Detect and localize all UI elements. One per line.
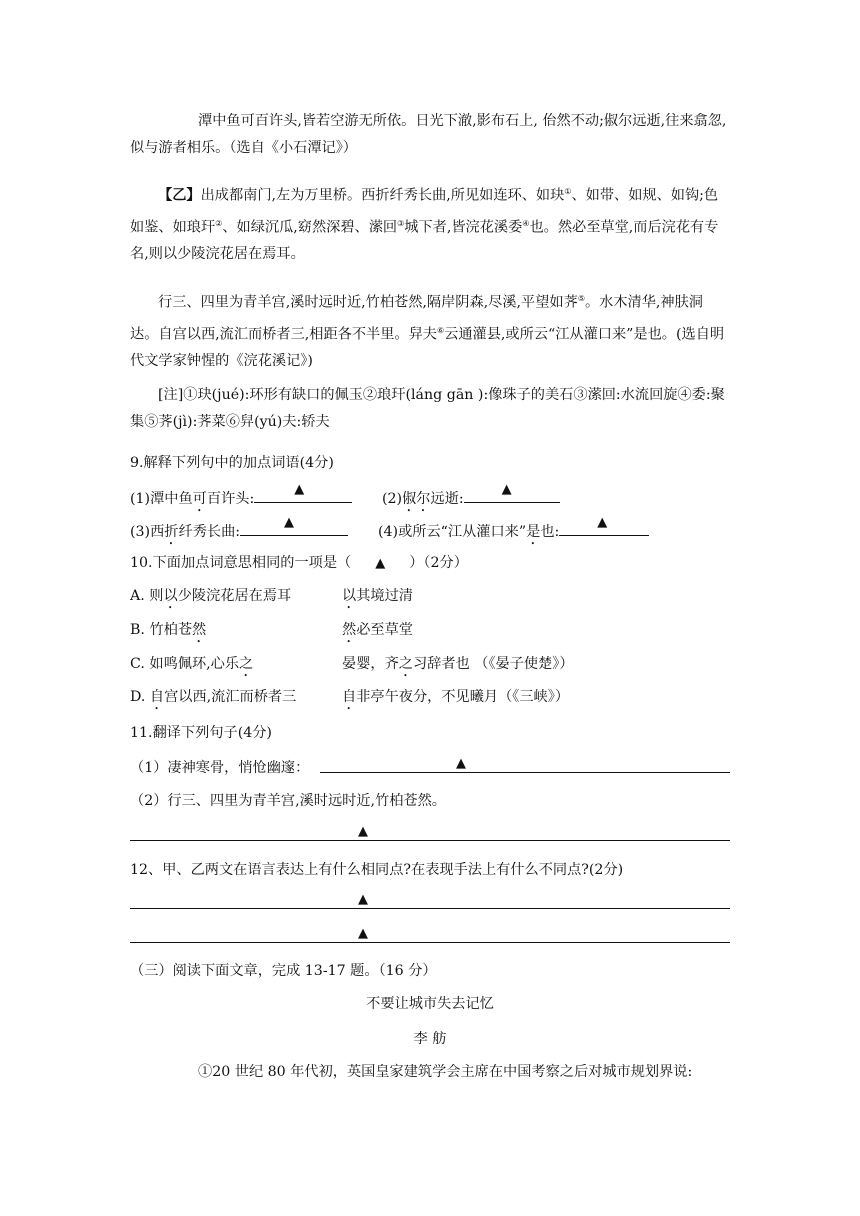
question-9-item-3: (3)西折纤秀长曲: ▲ — [130, 517, 348, 548]
question-9-item-1: (1)潭中鱼可百许头: ▲ — [130, 484, 352, 515]
question-9-title: 9.解释下列句中的加点词语(4分) — [130, 455, 334, 471]
passage-yi-paragraph-1: 【乙】出成都南门,左为万里桥。西折纤秀长曲,所见如连环、如玦①、如带、如规、如钩;色如鉴、如琅玕②、如绿沉瓜,窈然深碧、潆回③城下者,皆浣花溪委④也。然必至草堂,而后浣花有专名,则以少陵浣花居在焉耳。 — [130, 187, 719, 263]
answer-line[interactable] — [130, 824, 730, 841]
triangle-mark-icon: ▲ — [284, 515, 295, 530]
article-author: 李 舫 — [413, 1031, 447, 1047]
answer-line[interactable] — [130, 926, 730, 943]
section-3-heading: （三）阅读下面文章，完成 13-17 题。（16 分） — [130, 963, 437, 979]
article-title: 不要让城市失去记忆 — [366, 996, 494, 1012]
answer-line[interactable] — [130, 892, 730, 909]
answer-blank[interactable] — [240, 517, 348, 536]
triangle-mark-icon: ▲ — [358, 892, 368, 907]
triangle-mark-icon: ▲ — [358, 926, 368, 941]
triangle-mark-icon: ▲ — [597, 515, 608, 530]
triangle-mark-icon: ▲ — [375, 556, 386, 571]
option-d[interactable]: D. 自宫以西,流汇而桥者三 自非亭午夜分，不见曦月（《三峡》） — [130, 689, 570, 705]
question-11-title: 11.翻译下列句子(4分) — [130, 725, 272, 741]
question-12-title: 12、甲、乙两文在语言表达上有什么相同点?在表现手法上有什么不同点?(2分) — [130, 862, 624, 878]
question-11-sentence-1: （1）凄神寒骨，悄怆幽邃： — [130, 760, 310, 776]
triangle-mark-icon: ▲ — [294, 482, 305, 497]
option-c[interactable]: C. 如鸣佩环,心乐之 晏婴，齐之习辞者也 （《晏子使楚》） — [130, 656, 574, 672]
triangle-mark-icon: ▲ — [501, 482, 512, 497]
triangle-mark-icon: ▲ — [358, 824, 368, 839]
answer-blank[interactable] — [559, 517, 649, 536]
option-a[interactable]: A. 则以少陵浣花居在焉耳 以其境过清 — [130, 588, 413, 604]
option-b[interactable]: B. 竹柏苍然 然必至草堂 — [130, 622, 413, 638]
passage-yi-paragraph-2: 行三、四里为青羊宫,溪时远时近,竹柏苍然,隔岸阴森,尽溪,平望如荠⑤。水木清华,神肤洞达。自宫以西,流汇而桥者三,相距各不半里。舁夫⑥云通灌县,或所云“江从灌口来”是也。(选自明代文学家钟惺的《浣花溪记》) — [130, 294, 725, 370]
question-11-sentence-2: （2）行三、四里为青羊宫,溪时远时近,竹柏苍然。 — [130, 793, 446, 809]
question-10-title: 10.下面加点词意思相同的一项是（ ▲ ）（2分） — [130, 552, 468, 575]
answer-blank[interactable] — [254, 484, 352, 503]
passage-yi-tag: 【乙】 — [158, 187, 201, 204]
answer-line[interactable] — [320, 756, 730, 773]
passage-jia-end: 潭中鱼可百许头,皆若空游无所依。日光下澈,影布石上, 佁然不动;俶尔远逝,往来翕忽,似与游者相乐。（选自《小石潭记》） — [130, 113, 727, 156]
question-9-item-2: (2)俶尔远逝: ▲ — [382, 484, 560, 515]
article-paragraph-1: ①20 世纪 80 年代初，英国皇家建筑学会主席在中国考察之后对城市规划界说: — [198, 1064, 693, 1080]
answer-blank[interactable] — [464, 484, 560, 503]
triangle-mark-icon: ▲ — [456, 756, 466, 771]
annotation-note: [注]①玦(jué):环形有缺口的佩玉②琅玕(láng gān ):像珠子的美石③潆回:水流回旋④委:聚集⑤荠(jì):荠菜⑥舁(yú)夫:轿夫 — [130, 387, 725, 430]
question-9-item-4: (4)或所云“江从灌口来”是也: ▲ — [378, 517, 649, 548]
